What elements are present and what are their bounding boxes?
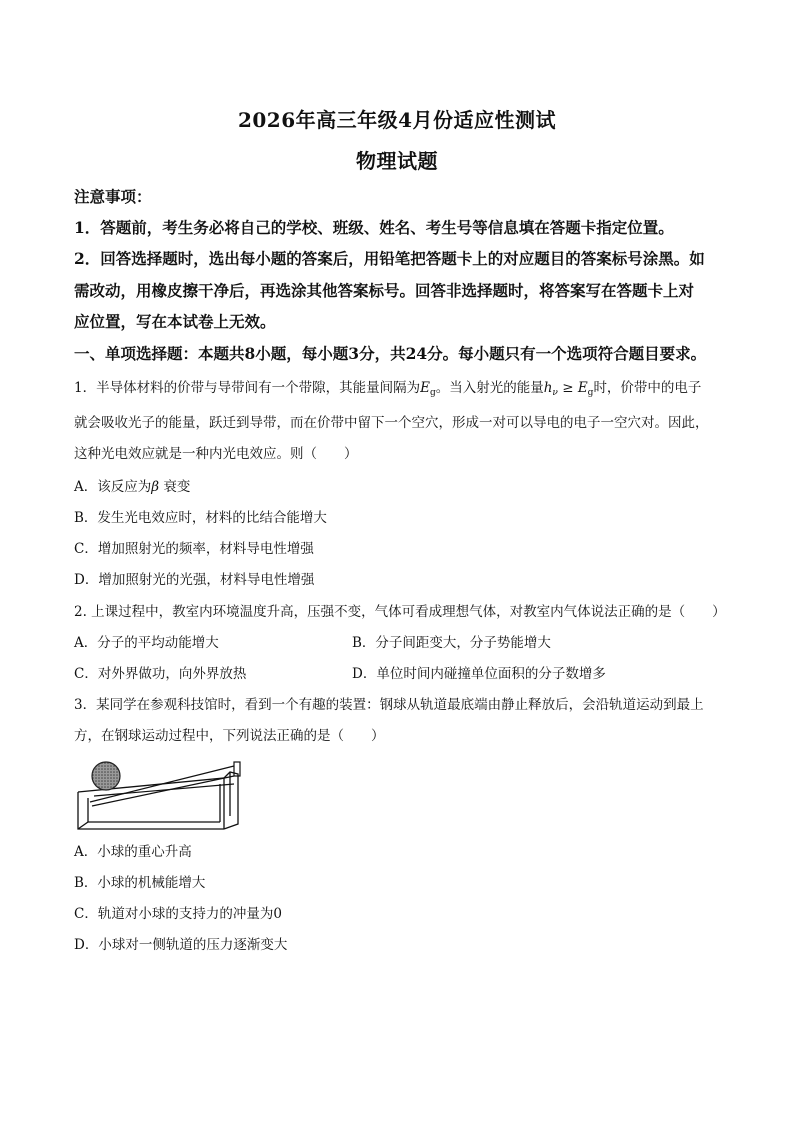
q2-stem: 2. 上课过程中，教室内环境温度升高，压强不变，气体可看成理想气体，对教室内气体说法正确的是（ ） xyxy=(74,604,726,620)
q3-line-1: 3．某同学在参观科技馆时，看到一个有趣的装置：钢球从轨道最底端由静止释放后，会沿轨道运动到最上 xyxy=(74,697,704,713)
q1-text-a: 1．半导体材料的价带与导带间有一个带隙，其能量间隔为 xyxy=(74,380,421,396)
q2-option-c: C．对外界做功，向外界放热 xyxy=(74,666,247,682)
q1-line-3: 这种光电效应就是一种内光电效应。则（ ） xyxy=(74,446,358,462)
q2-option-a: A．分子的平均动能增大 xyxy=(74,635,219,651)
exam-title: 2026年高三年级4月份适应性测试 xyxy=(237,108,557,132)
q1-option-d: D．增加照射光的光强，材料导电性增强 xyxy=(74,572,315,588)
q3-option-b: B．小球的机械能增大 xyxy=(74,875,206,891)
q1-option-a-post: 衰变 xyxy=(163,479,191,495)
q2-option-b: B．分子间距变大，分子势能增大 xyxy=(352,635,551,651)
q1-line-2: 就会吸收光子的能量，跃迁到导带，而在价带中留下一个空穴，形成一对可以导电的电子一空穴对。因此， xyxy=(74,415,709,431)
q1-E: E xyxy=(420,380,430,396)
q1-nu-subscript: ν xyxy=(552,388,558,398)
q3-option-a: A．小球的重心升高 xyxy=(74,844,192,860)
notice-heading: 注意事项： xyxy=(74,187,152,206)
q1-g-subscript: g xyxy=(429,388,436,398)
q3-option-c: C．轨道对小球的支持力的冲量为0 xyxy=(74,906,282,922)
section-1-heading: 一、单项选择题：本题共8小题，每小题3分，共24分。每小题只有一个选项符合题目要求。 xyxy=(74,344,707,363)
track-figure xyxy=(74,756,250,834)
q1-beta: β xyxy=(151,479,160,495)
q1-geq-symbol: ≥ xyxy=(562,380,574,396)
q1-g-subscript-2: g xyxy=(587,388,594,398)
steel-ball xyxy=(92,762,120,790)
notice-item-1: 1．答题前，考生务必将自己的学校、班级、姓名、考生号等信息填在答题卡指定位置。 xyxy=(74,218,674,237)
notice-item-2-line-2: 需改动，用橡皮擦干净后，再选涂其他答案标号。回答非选择题时，将答案写在答题卡上对 xyxy=(74,281,695,300)
exam-subtitle: 物理试题 xyxy=(356,149,438,173)
q3-option-d: D．小球对一侧轨道的压力逐渐变大 xyxy=(74,937,288,953)
q2-option-d: D．单位时间内碰撞单位面积的分子数增多 xyxy=(352,666,606,682)
notice-item-2-line-3: 应位置，写在本试卷上无效。 xyxy=(74,312,276,331)
q3-line-2: 方，在钢球运动过程中，下列说法正确的是（ ） xyxy=(74,728,385,744)
q1-E-2: E xyxy=(577,380,588,396)
q1-option-a xyxy=(74,477,734,497)
q1-h: h xyxy=(543,380,553,396)
notice-item-2-line-1: 2．回答选择题时，选出每小题的答案后，用铅笔把答题卡上的对应题目的答案标号涂黑。如 xyxy=(74,249,705,268)
q1-line-1 xyxy=(74,378,734,403)
q1-option-b: B．发生光电效应时，材料的比结合能增大 xyxy=(74,510,327,526)
q1-text-c: 时，价带中的电子 xyxy=(593,380,702,396)
q1-option-a-pre: A．该反应为 xyxy=(74,479,152,495)
q1-option-c: C．增加照射光的频率，材料导电性增强 xyxy=(74,541,314,557)
q1-text-b: 。当入射光的能量 xyxy=(435,380,544,396)
